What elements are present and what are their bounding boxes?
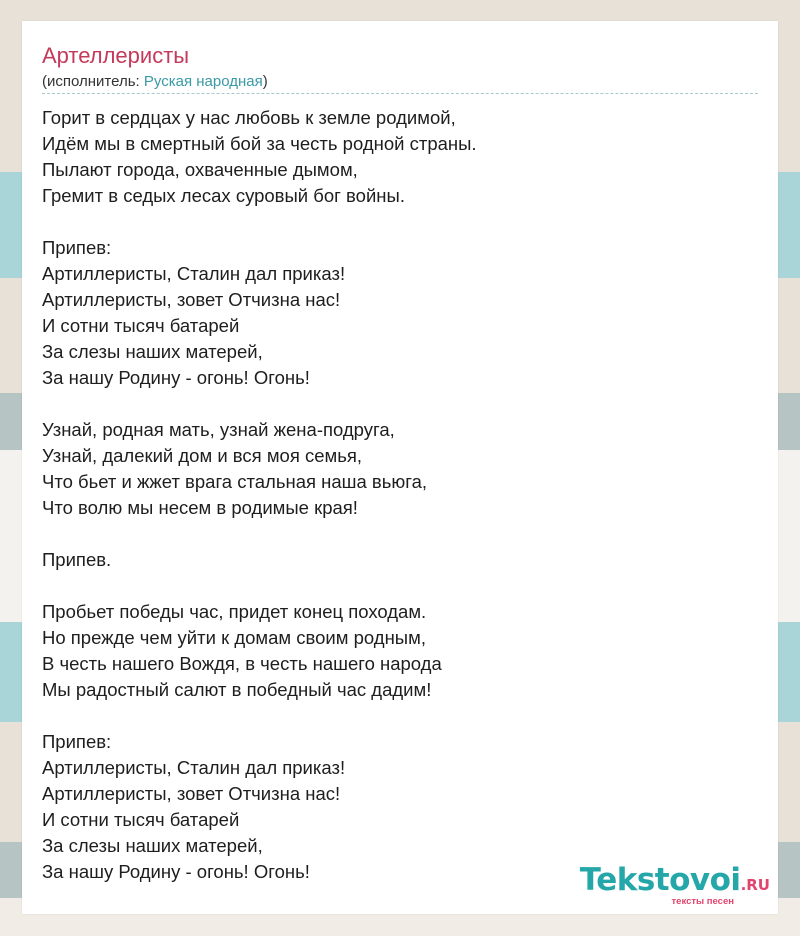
lyric-line: Горит в сердцах у нас любовь к земле родимой,	[42, 107, 456, 128]
performer-link[interactable]: Руская народная	[143, 73, 263, 90]
lyric-line: Гремит в седых лесах суровый бог войны.	[42, 185, 405, 206]
lyric-line: Мы радостный салют в победный час дадим!	[42, 679, 432, 700]
stanza-gap	[42, 573, 477, 599]
lyric-line: В честь нашего Вождя, в честь нашего народа	[42, 653, 442, 674]
lyrics-text	[42, 105, 477, 885]
lyric-line: За слезы наших матерей,	[42, 835, 263, 856]
lyric-line: Припев:	[42, 237, 112, 258]
logo-wordmark: Tekstovoi	[579, 862, 741, 898]
stanza-gap	[42, 521, 477, 547]
performer-prefix: (исполнитель:	[42, 73, 144, 90]
lyric-line: Пылают города, охваченные дымом,	[42, 159, 358, 180]
stanza-gap	[42, 703, 477, 729]
lyrics-card	[22, 21, 778, 914]
site-logo[interactable]	[560, 862, 770, 908]
lyric-line: Узнай, родная мать, узнай жена-подруга,	[42, 419, 395, 440]
lyric-line: И сотни тысяч батарей	[42, 809, 240, 830]
lyric-line: Пробьет победы час, придет конец походам.	[42, 601, 427, 622]
lyric-line: Артиллеристы, зовет Отчизна нас!	[42, 289, 341, 310]
lyric-line: Узнай, далекий дом и вся моя семья,	[42, 445, 363, 466]
lyric-line: Идём мы в смертный бой за честь родной страны.	[42, 133, 477, 154]
lyric-line: И сотни тысяч батарей	[42, 315, 240, 336]
lyric-line: Припев:	[42, 731, 112, 752]
song-title: Артеллеристы	[42, 43, 190, 68]
performer-line	[42, 73, 268, 90]
logo-tagline: тексты песен	[671, 896, 734, 907]
logo-domain: .RU	[740, 876, 770, 894]
lyric-line: За слезы наших матерей,	[42, 341, 263, 362]
stanza-gap	[42, 209, 477, 235]
lyric-line: Артиллеристы, зовет Отчизна нас!	[42, 783, 341, 804]
lyric-line: За нашу Родину - огонь! Огонь!	[42, 861, 310, 882]
lyric-line: Что бьет и жжет врага стальная наша вьюга,	[42, 471, 428, 492]
lyric-line: Артиллеристы, Сталин дал приказ!	[42, 757, 346, 778]
stanza-gap	[42, 391, 477, 417]
lyric-line: Припев.	[42, 549, 112, 570]
lyric-line: Что волю мы несем в родимые края!	[42, 497, 358, 518]
lyric-line: Артиллеристы, Сталин дал приказ!	[42, 263, 346, 284]
performer-suffix: )	[262, 73, 268, 90]
title-separator	[42, 93, 758, 94]
lyric-line: За нашу Родину - огонь! Огонь!	[42, 367, 310, 388]
lyric-line: Но прежде чем уйти к домам своим родным,	[42, 627, 426, 648]
